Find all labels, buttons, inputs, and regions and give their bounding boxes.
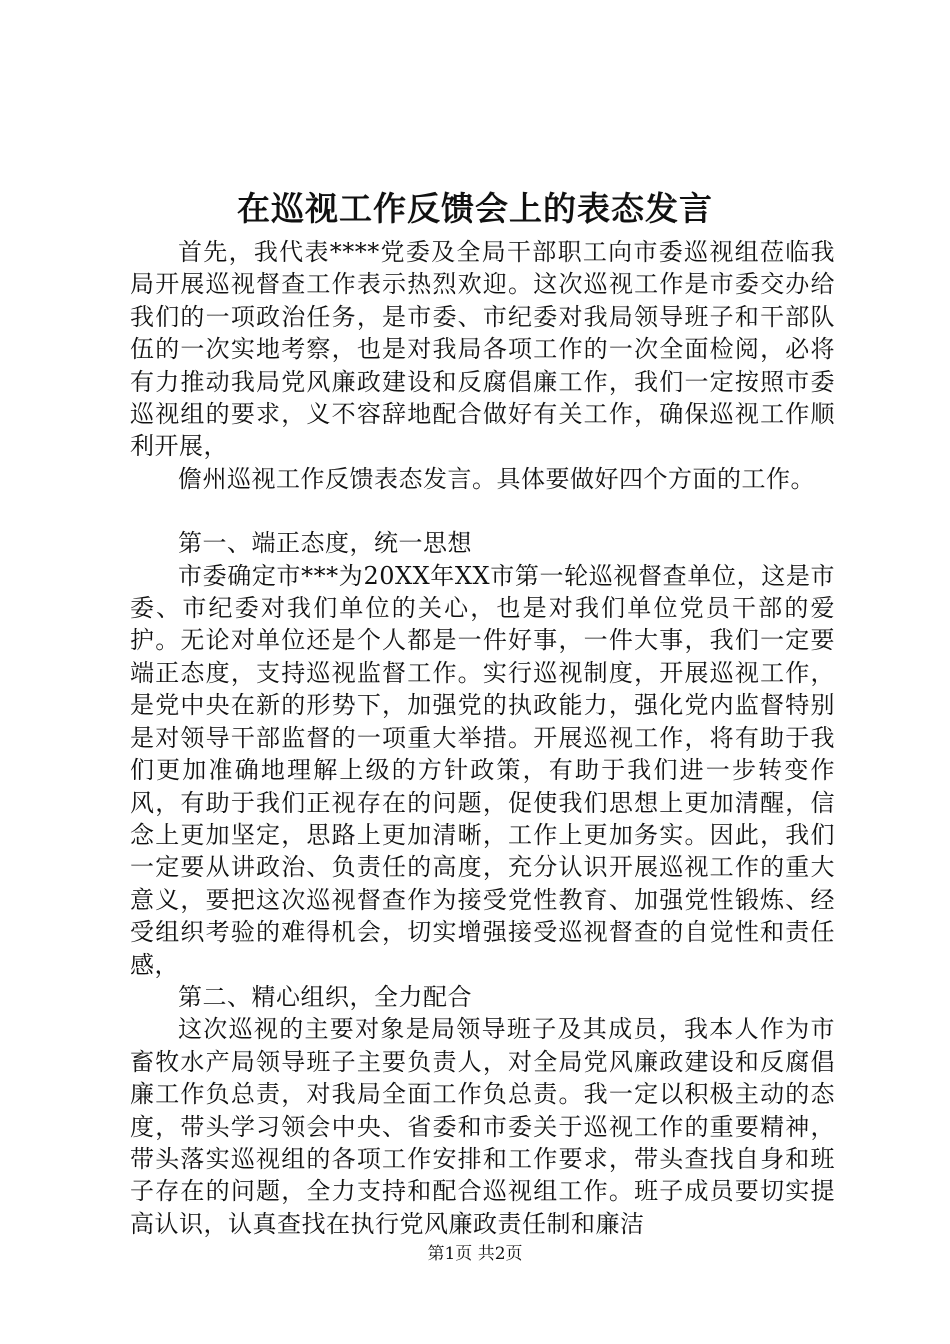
page-footer: 第1页 共2页 [427, 1244, 523, 1264]
document-title: 在巡视工作反馈会上的表态发言 [237, 189, 713, 228]
section-heading-2: 第二、精心组织，全力配合 [178, 982, 472, 1011]
document-body [130, 236, 835, 1240]
paragraph-section-2: 这次巡视的主要对象是局领导班子及其成员，我本人作为市畜牧水产局领导班子主要负责人，对全局党风廉政建设和反腐倡廉工作负总责，对我局全面工作负总责。我一定以积极主动的态度，带头学习领会中央、省委和市委关于巡视工作的重要精神，带头落实巡视组的各项工作安排和工作要求，带头查找自身和班子存在的问题，全力支持和配合巡视组工作。班子成员要切实提高认识，认真查找在执行党风廉政责任制和廉洁 [130, 1015, 835, 1238]
paragraph-welcome: 首先，我代表****党委及全局干部职工向市委巡视组莅临我局开展巡视督查工作表示热烈欢迎。这次巡视工作是市委交办给我们的一项政治任务，是市委、市纪委对我局领导班子和干部队伍的一次实地考察，也是对我局各项工作的一次全面检阅，必将有力推动我局党风廉政建设和反腐倡廉工作，我们一定按照市委巡视组的要求，义不容辞地配合做好有关工作，确保巡视工作顺利开展， [130, 238, 835, 461]
paragraph-overview: 儋州巡视工作反馈表态发言。具体要做好四个方面的工作。 [178, 464, 815, 493]
paragraph-spacer [130, 495, 835, 527]
section-heading-1: 第一、端正态度，统一思想 [178, 529, 472, 558]
paragraph-section-1: 市委确定市***为20XX年XX市第一轮巡视督查单位，这是市委、市纪委对我们单位的关心，也是对我们单位党员干部的爱护。无论对单位还是个人都是一件好事，一件大事，我们一定要端正态度，支持巡视监督工作。实行巡视制度，开展巡视工作，是党中央在新的形势下，加强党的执政能力，强化党内监督特别是对领导干部监督的一项重大举措。开展巡视工作，将有助于我们更加准确地理解上级的方针政策，有助于我们进一步转变作风，有助于我们正视存在的问题，促使我们思想上更加清醒，信念上更加坚定，思路上更加清晰，工作上更加务实。因此，我们一定要从讲政治、负责任的高度，充分认识开展巡视工作的重大意义，要把这次巡视督查作为接受党性教育、加强党性锻炼、经受组织考验的难得机会，切实增强接受巡视督查的自觉性和责任感， [130, 561, 835, 979]
